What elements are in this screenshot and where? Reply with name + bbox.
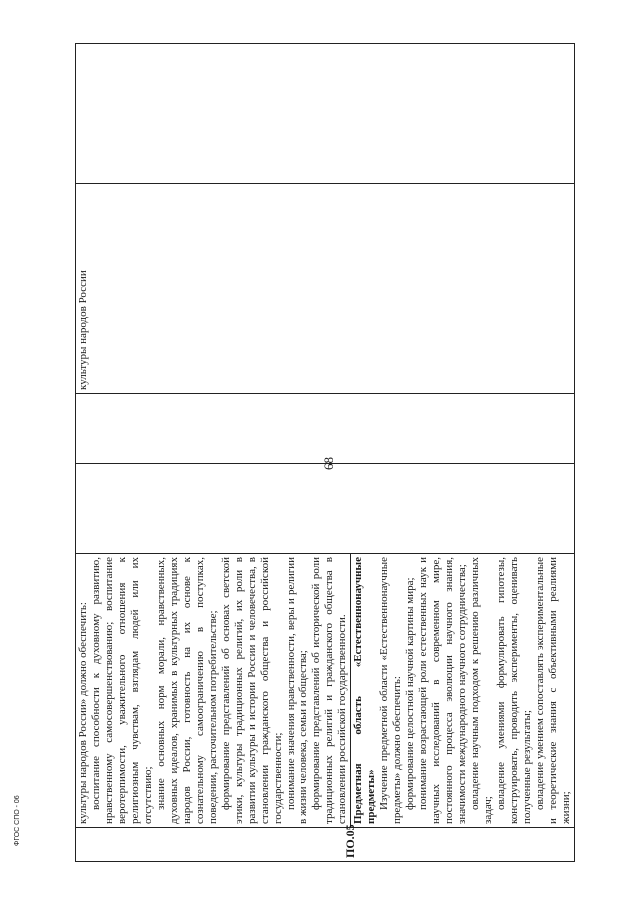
footer-code: ФГОС СПО - 06 (14, 795, 21, 846)
section-heading: Предметная область «Естественнонаучные предметы» (352, 557, 378, 824)
empty-cell (76, 394, 575, 464)
section-code: ПО.05 (343, 824, 357, 858)
competency-table (75, 43, 575, 862)
content-line: формирование представлений об основах светской этики, культуры традиционных религий, их роли в развитии культуры и истории России и человечества, в становлении гражданского общества и российской государственности; (219, 557, 284, 824)
content-line: овладение умениями формулировать гипотезы, конструировать, проводить эксперименты, оценивать полученные результаты; (495, 557, 533, 824)
content-line: понимание значения нравственности, веры и религии в жизни человека, семьи и общества; (284, 557, 310, 824)
page-number: 68 (321, 457, 336, 470)
row-divider (350, 554, 351, 827)
empty-cell (76, 44, 575, 184)
content-line: культуры народов России» должно обеспечить: (77, 602, 89, 824)
content-line: овладение умением сопоставлять экспериментальные и теоретические знания с объективными реалиями жизни; (533, 557, 572, 824)
content-line: формирование целостной научной картины мира; (404, 577, 417, 810)
subject-cell (76, 184, 575, 394)
content-line: воспитание способности к духовному развитию, нравственному самосовершенствованию; воспитание веротерпимости, уважительного отношения к религиозным чувствам, взглядам людей или их отсутствию; (89, 557, 154, 824)
content-line: знание основных норм морали, нравственных, духовных идеалов, хранимых в культурных традициях народов России, готовность на их основе к сознательному самоограничению в поступках, поведении, расточительном потребительстве; (154, 557, 219, 824)
empty-cell (76, 464, 575, 554)
content-line: Изучение предметной области «Естественнонаучные предметы» должно обеспечить: (378, 557, 404, 824)
content-line: формирование представлений об исторической роли традиционных религий и гражданского общества в становлении российской государственности. (310, 557, 349, 824)
content-cell (76, 554, 575, 828)
content-line: овладение научным подходом к решению различных задач; (469, 557, 495, 824)
section-code-cell (76, 824, 575, 862)
table-row (76, 44, 575, 862)
rotated-standard-table (75, 44, 572, 862)
subject-text: культуры народов России (77, 270, 89, 390)
content-line: понимание возрастающей роли естественных наук и научных исследований в современном мире, постоянного процесса эволюции научного знания, значимости международного научного сотрудничества; (417, 557, 469, 824)
